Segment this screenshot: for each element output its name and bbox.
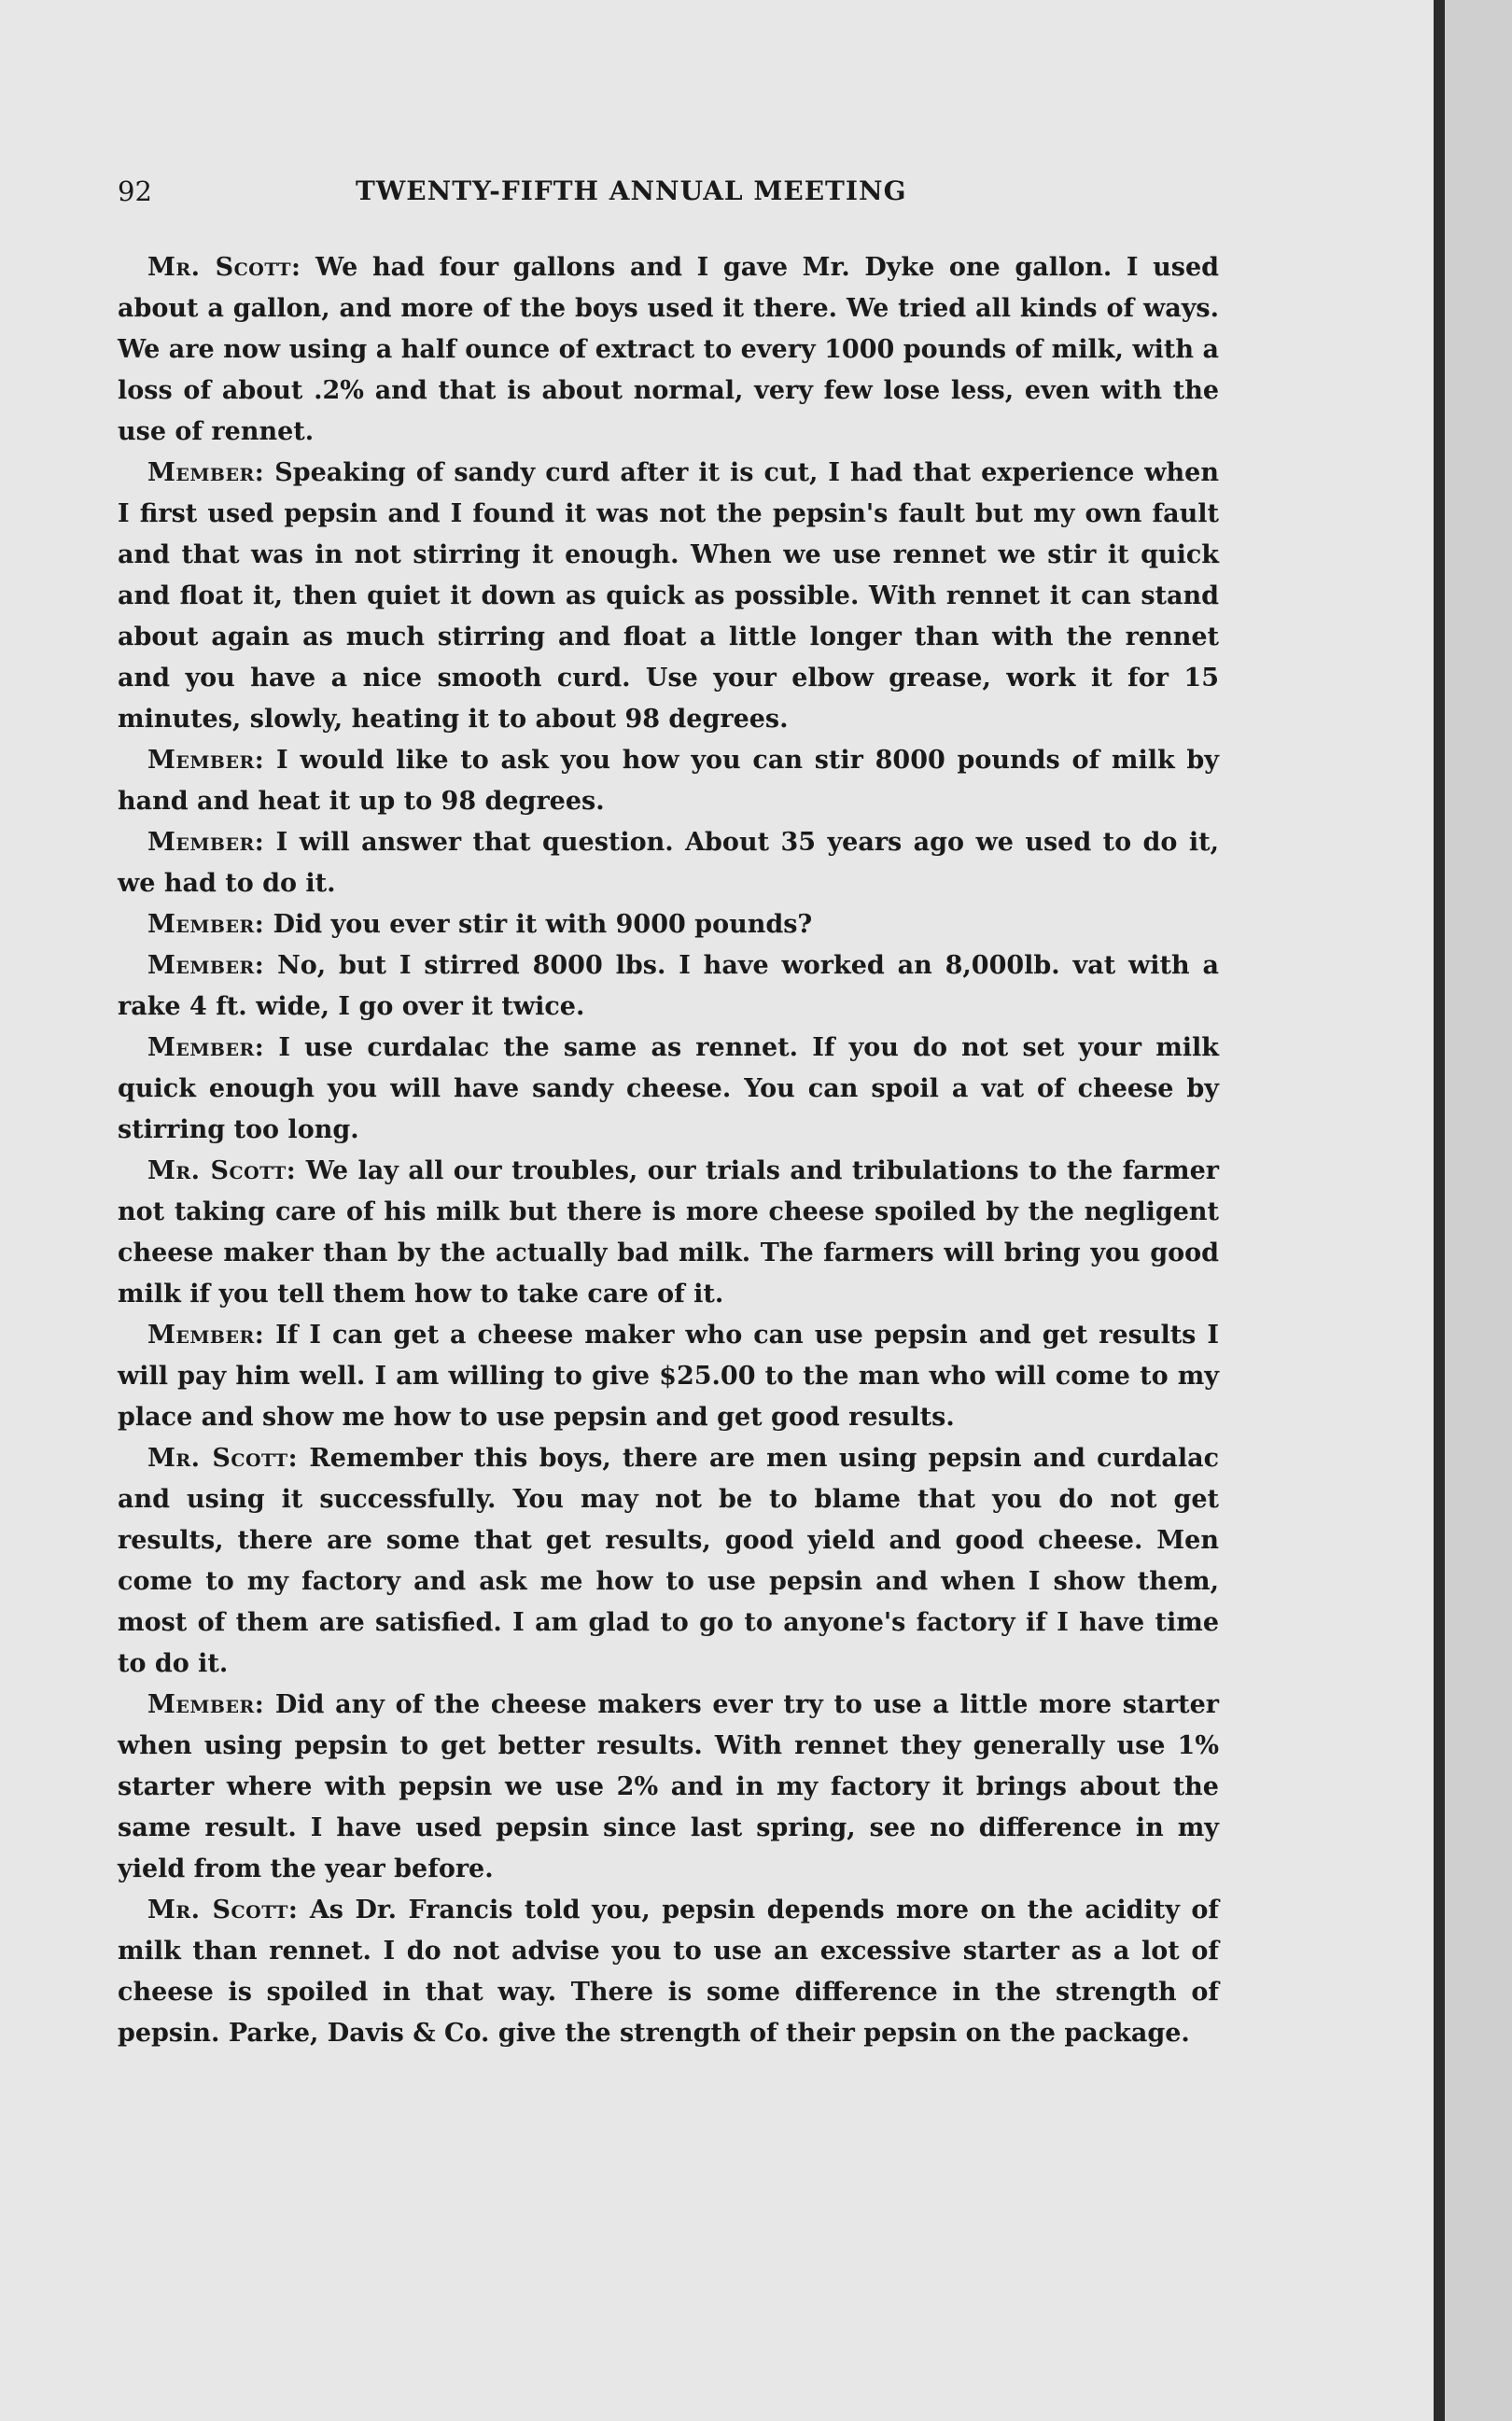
running-title: TWENTY-FIFTH ANNUAL MEETING [356, 175, 907, 206]
body-text [118, 247, 1219, 2054]
speaker-label: Member: [147, 746, 265, 775]
paragraph-text: As Dr. Francis told you, pepsin depends more on the acidity of milk than rennet. I do not advise you to use an excessive starter as a lot of cheese is spoiled in that way. There is some difference in the strength of pepsin. Parke, Davis & Co. give the strength of their pepsin on the package. [118, 1896, 1220, 2048]
paragraph [118, 740, 1219, 822]
paragraph-text: I will answer that question. About 35 years ago we used to do it, we had to do it. [118, 828, 1219, 898]
paragraph [118, 904, 1219, 945]
paragraph [118, 1151, 1219, 1315]
page-binding-shadow [1445, 0, 1512, 2421]
paragraph-text: Did any of the cheese makers ever try to use a little more starter when using pepsin to get better results. With rennet they generally use 1% starter where with pepsin we use 2% and in my factory it brings about the same result. I have used pepsin since last spring, see no difference in my yield from the year before. [118, 1690, 1219, 1883]
paragraph [118, 945, 1219, 1028]
paragraph [118, 1315, 1219, 1438]
speaker-label: Member: [147, 458, 265, 487]
paragraph [118, 453, 1219, 740]
paragraph-text: If I can get a cheese maker who can use pepsin and get results I will pay him well. I am willing to give $25.00 to the man who will come to my place and show me how to use pepsin and get good results. [118, 1321, 1219, 1432]
paragraph-text: Remember this boys, there are men using pepsin and curdalac and using it successfully. You may not be to blame that you do not get results, there are some that get results, good yield and good cheese. Men come to my factory and ask me how to use pepsin and when I show them, most of them are satisfied. I am glad to go to anyone's factory if I have time to do it. [118, 1444, 1220, 1678]
speaker-label: Member: [147, 1321, 265, 1350]
speaker-label: Member: [147, 828, 265, 857]
paragraph-text: Speaking of sandy curd after it is cut, I had that experience when I first used pepsin and I found it was not the pepsin's fault but my own fault and that was in not stirring it enough. When we use rennet we stir it quick and float it, then quiet it down as quick as possible. With rennet it can stand about again as much stirring and float a little longer than with the rennet and you have a nice smooth curd. Use your elbow grease, work it for 15 minutes, slowly, heating it to about 98 degrees. [118, 458, 1219, 734]
paragraph [118, 1028, 1219, 1151]
paragraph [118, 822, 1219, 904]
speaker-label: Mr. Scott: [147, 1444, 299, 1473]
paragraph [118, 1438, 1219, 1685]
speaker-label: Mr. Scott: [147, 1896, 299, 1924]
page-header [118, 175, 1219, 213]
speaker-label: Member: [147, 951, 265, 980]
paragraph-text: Did you ever stir it with 9000 pounds? [273, 910, 813, 939]
speaker-label: Member: [147, 910, 265, 939]
paragraph-text: We lay all our troubles, our trials and tribulations to the farmer not taking care of his milk but there is more cheese spoiled by the negligent cheese maker than by the actually bad milk. The farmers will bring you good milk if you tell them how to take care of it. [118, 1156, 1219, 1308]
paragraph-text: No, but I stirred 8000 lbs. I have worked an 8,000lb. vat with a rake 4 ft. wide, I go over it twice. [118, 951, 1219, 1021]
paragraph-text: I would like to ask you how you can stir 8000 pounds of milk by hand and heat it up to 98 degrees. [118, 746, 1219, 816]
page-number: 92 [118, 175, 152, 207]
paragraph [118, 1685, 1219, 1890]
speaker-label: Mr. Scott: [147, 1156, 297, 1185]
paragraph-text: I use curdalac the same as rennet. If you do not set your milk quick enough you will have sandy cheese. You can spoil a vat of cheese by stirring too long. [118, 1033, 1219, 1144]
speaker-label: Mr. Scott: [147, 253, 301, 282]
speaker-label: Member: [147, 1690, 265, 1719]
page-binding-edge [1434, 0, 1445, 2421]
speaker-label: Member: [147, 1033, 265, 1062]
paragraph [118, 1890, 1219, 2054]
paragraph [118, 247, 1219, 453]
paragraph-text: We had four gallons and I gave Mr. Dyke one gallon. I used about a gallon, and more of the boys used it there. We tried all kinds of ways. We are now using a half ounce of extract to every 1000 pounds of milk, with a loss of about .2% and that is about normal, very few lose less, even with the use of rennet. [118, 253, 1220, 446]
